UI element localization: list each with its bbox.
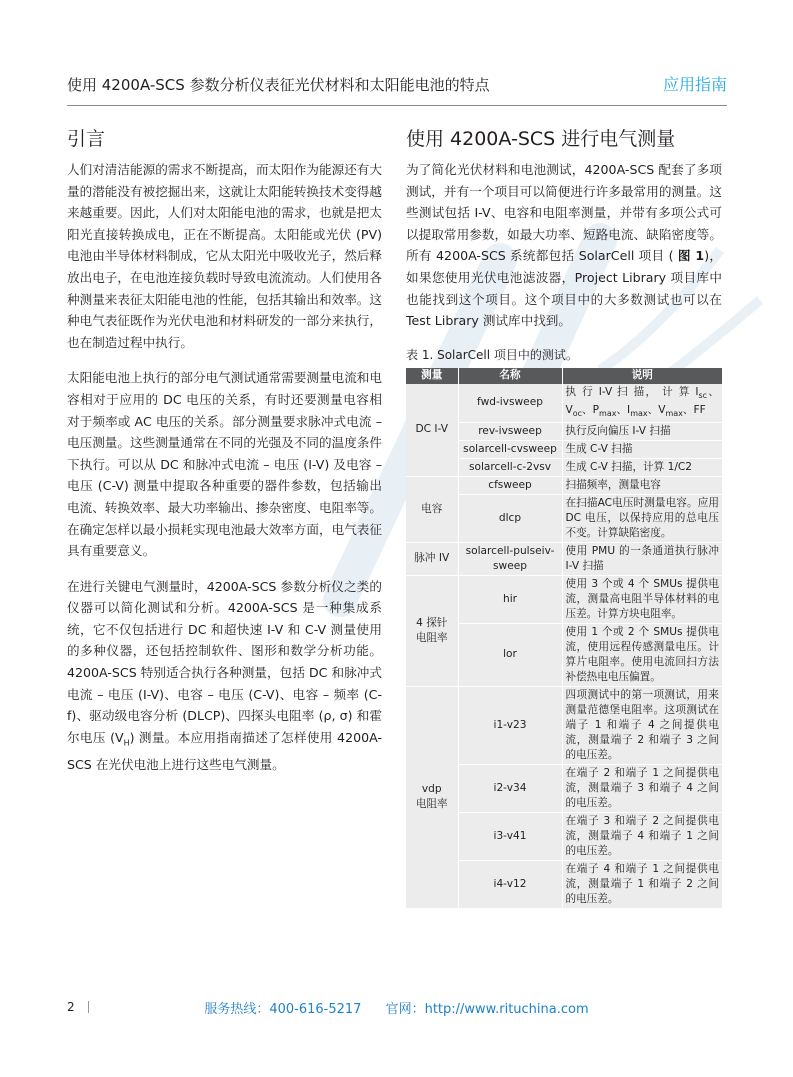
page-number: 2 [67,1000,75,1014]
test-description-cell: 执 行 I-V 扫 描， 计 算 $I_{sc}$、$V_{oc}$、$P_{max}$、$I_{max}$、$V_{max}$、FF [562,384,722,423]
table-row [406,686,722,764]
figure-reference: 图 1 [677,248,705,264]
measurement-column [406,125,722,909]
test-description-cell: 生成 C-V 扫描，计算 1/C2 [562,458,722,476]
table-row [406,542,722,575]
table-caption: 表 1. SolarCell 项目中的测试。 [406,347,578,362]
service-hotline: 服务热线：400-616-5217 [204,1002,362,1017]
test-description-cell: 在端子 3 和端子 2 之间提供电流，测量端子 4 和端子 1 之间的电压差。 [562,812,722,860]
test-name-cell: cfsweep [458,476,562,494]
table-row [406,575,722,623]
test-description-cell: 四项测试中的第一项测试，用来测量范德堡电阻率。这项测试在端子 1 和端子 4 之间提供电流，测量端子 2 和端子 3 之间的电压差。 [562,686,722,764]
test-name-cell: i4-v12 [458,860,562,908]
measurement-heading: 使用 4200A-SCS 进行电气测量 [406,128,676,150]
section-label: 应用指南 [662,75,727,94]
intro-column [67,125,382,790]
test-name-cell: rev-ivsweep [458,422,562,440]
test-description-cell: 在端子 2 和端子 1 之间提供电流，测量端子 3 和端子 4 之间的电压差。 [562,764,722,812]
test-name-cell: solarcell-pulseiv-sweep [458,542,562,575]
test-description-cell: 生成 C-V 扫描 [562,440,722,458]
test-description-cell: 在端子 4 和端子 1 之间提供电流，测量端子 1 和端子 2 之间的电压差。 [562,860,722,908]
test-name-cell: solarcell-c-2vsv [458,458,562,476]
test-description-cell: 使用 3 个或 4 个 SMUs 提供电流，测量高电阻半导体材料的电压差。计算方块电阻率。 [562,575,722,623]
solarcell-tests-table [406,368,722,909]
header-name: 名称 [458,368,562,384]
intro-paragraph-2: 太阳能电池上执行的部分电气测试通常需要测量电流和电容相对于应用的 DC 电压的关系，有时还要测量电容相对于频率或 AC 电压的关系。部分测量要求脉冲式电流 – 电压测量。这些测量通常在不同的光强及不同的温度条件下执行。可以从 DC 和脉冲式电流 – 电压 (I-V) 及电容 – 电压 (C-V) 测量中提取各种重要的器件参数，包括输出电流、转换效率、最大功率输出、掺杂密度、电阻率等。在确定怎样以最小损耗实现电池最大效率方面，电气表征具有重要意义。 [67,370,382,559]
intro-paragraph-3: 在进行关键电气测量时，4200A-SCS 参数分析仪之类的仪器可以简化测试和分析。4200A-SCS 是一种集成系统，它不仅包括进行 DC 和超快速 I-V 和 C-V 测量使用的多种仪器，还包括控制软件、图形和数学分析功能。4200A-SCS 特别适合执行各种测量，包括 DC 和脉冲式电流 – 电压 (I-V)、电容 – 电压 (C-V)、电容 – 频率 (C-f)、驱动级电容分析 (DLCP)、四探头电阻率 (ρ, σ) 和霍尔电压 $(V_H)$ 测量。本应用指南描述了怎样使用 4200A-SCS 在光伏电池上进行这些电气测量。 [67,578,382,772]
footer-contact [0,998,793,1017]
page-footer [0,995,793,1025]
test-name-cell: fwd-ivsweep [458,384,562,423]
measurement-cell: DC I-V [406,384,458,477]
intro-paragraph-1: 人们对清洁能源的需求不断提高，而太阳作为能源还有大量的潜能没有被挖掘出来，这就让太阳能转换技术变得越来越重要。因此，人们对太阳能电池的需求，也就是把太阳光直接转换成电，正在不断提高。太阳能或光伏 (PV) 电池由半导体材料制成，它从太阳光中吸收光子，然后释放出电子，在电池连接负载时导致电流流动。人们使用各种测量来表征太阳能电池的性能，包括其输出和效率。这种电气表征既作为光伏电池和材料研发的一部分来执行，也在制造过程中执行。 [67,162,382,350]
intro-heading: 引言 [67,128,106,150]
test-description-cell: 扫描频率，测量电容 [562,476,722,494]
measurement-cell: 脉冲 IV [406,542,458,575]
test-description-cell: 在扫描AC电压时测量电容。应用 DC 电压，以保持应用的总电压不变。计算缺陷密度。 [562,494,722,542]
test-description-cell: 执行反向偏压 I-V 扫描 [562,422,722,440]
measurement-paragraph: 为了简化光伏材料和电池测试，4200A-SCS 配套了多项测试，并有一个项目可以简便进行许多最常用的测量。这些测试包括 I-V、电容和电阻率测量，并带有多项公式可以提取常用参数，如最大功率、短路电流、缺陷密度等。所有 4200A-SCS 系统都包括 SolarCell 项目 ( 图 1)，如果您使用光伏电池滤波器，Project Library 项目库中也能找到这个项目。这个项目中的大多数测试也可以在 Test Library 测试库中找到。 [406,162,722,329]
test-name-cell: hir [458,575,562,623]
test-name-cell: i3-v41 [458,812,562,860]
measurement-cell: vdp 电阻率 [406,686,458,908]
header-divider [67,105,727,106]
test-name-cell: dlcp [458,494,562,542]
table-row [406,476,722,494]
measurement-cell: 电容 [406,476,458,542]
test-name-cell: i2-v34 [458,764,562,812]
table-header-row [406,368,722,384]
test-name-cell: solarcell-cvsweep [458,440,562,458]
page-header [67,66,727,106]
header-measurement: 测量 [406,368,458,384]
test-name-cell: i1-v23 [458,686,562,764]
document-title: 使用 4200A-SCS 参数分析仪表征光伏材料和太阳能电池的特点 [67,76,490,94]
table-row [406,384,722,423]
test-name-cell: lor [458,623,562,686]
website-link[interactable]: 官网：http://www.rituchina.com [385,1002,589,1017]
test-description-cell: 使用 1 个或 2 个 SMUs 提供电流，使用远程传感测量电压。计算片电阻率。使用电流回扫方法补偿热电电压偏置。 [562,623,722,686]
test-description-cell: 使用 PMU 的一条通道执行脉冲 I-V 扫描 [562,542,722,575]
measurement-cell: 4 探针 电阻率 [406,575,458,686]
header-description: 说明 [562,368,722,384]
